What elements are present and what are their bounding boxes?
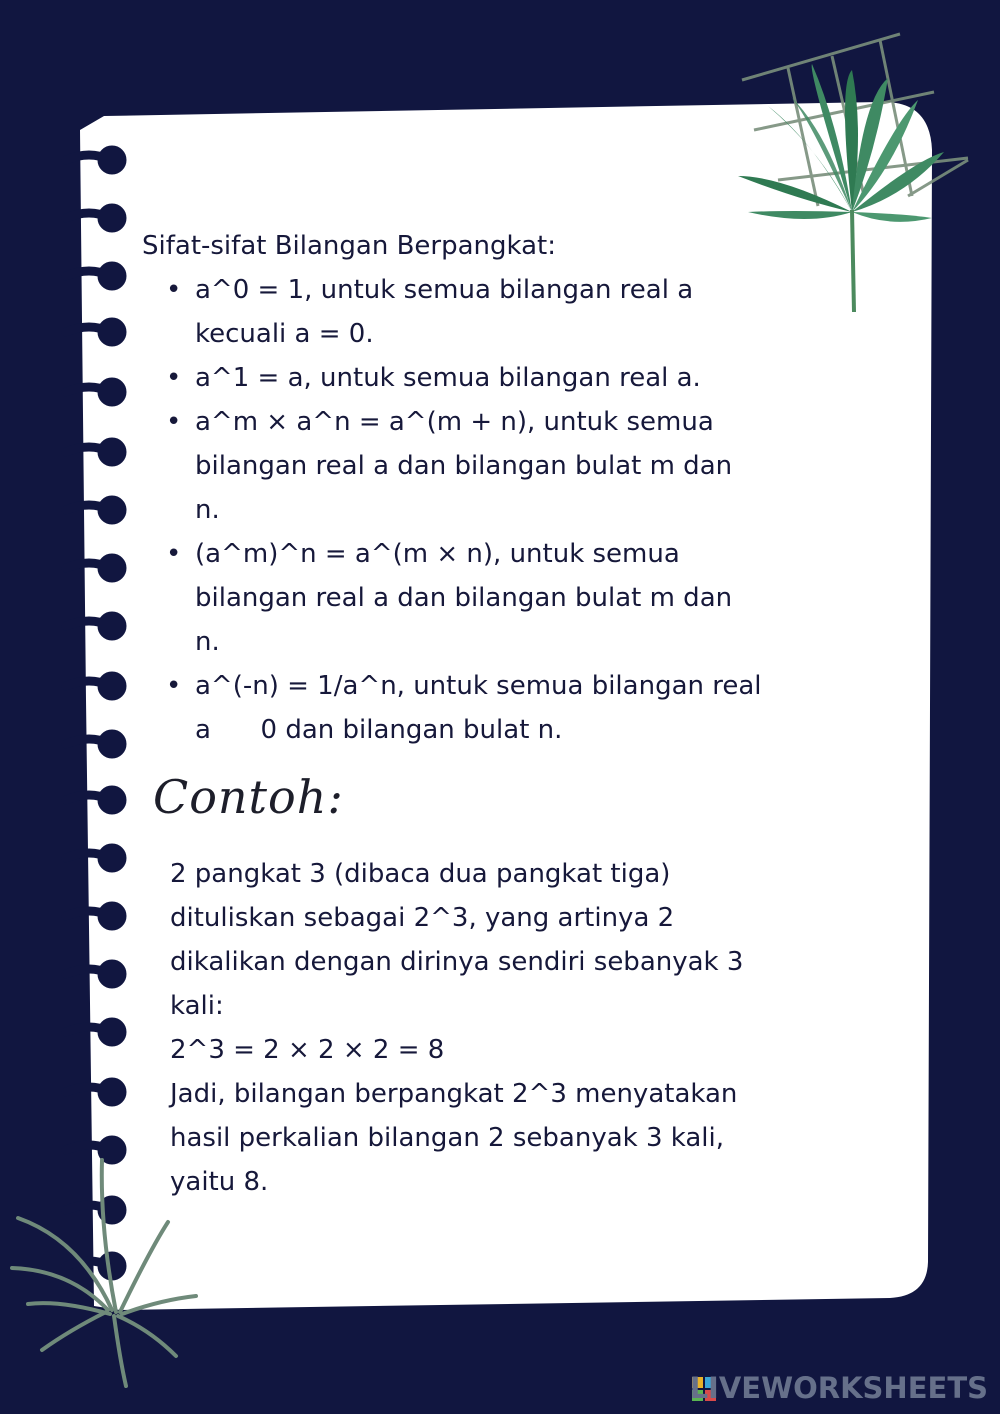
bullet-icon: • (166, 363, 182, 393)
example-text (170, 852, 790, 1204)
bullet-icon: • (166, 407, 182, 437)
rule-line: kecuali a = 0. (195, 319, 374, 349)
list-item (160, 400, 800, 532)
rule-line: bilangan real a dan bilangan bulat m dan (195, 451, 733, 481)
bullet-icon: • (166, 671, 182, 701)
rule-line: n. (195, 495, 220, 525)
rule-line: (a^m)^n = a^(m × n), untuk semua (195, 539, 680, 569)
example-line: kali: (170, 991, 224, 1021)
rule-line: bilangan real a dan bilangan bulat m dan (195, 583, 733, 613)
list-item (160, 356, 800, 400)
list-item (160, 268, 800, 356)
rules-list (160, 268, 800, 752)
rules-heading: Sifat-sifat Bilangan Berpangkat: (142, 231, 557, 261)
bullet-icon: • (166, 539, 182, 569)
bullet-icon: • (166, 275, 182, 305)
brand-watermark[interactable]: LIVEWORKSHEETS (689, 1371, 988, 1405)
example-line: yaitu 8. (170, 1167, 269, 1197)
rule-line: a^1 = a, untuk semua bilangan real a. (195, 363, 701, 393)
list-item (160, 664, 800, 752)
rule-line: a^m × a^n = a^(m + n), untuk semua (195, 407, 714, 437)
rule-line: a^0 = 1, untuk semua bilangan real a (195, 275, 694, 305)
rule-line: a 0 dan bilangan bulat n. (195, 715, 563, 745)
example-line: Jadi, bilangan berpangkat 2^3 menyatakan (170, 1079, 738, 1109)
example-line: hasil perkalian bilangan 2 sebanyak 3 kali, (170, 1123, 725, 1153)
example-line: 2^3 = 2 × 2 × 2 = 8 (170, 1035, 445, 1065)
example-line: dikalikan dengan dirinya sendiri sebanyak 3 (170, 947, 744, 977)
example-line: 2 pangkat 3 (dibaca dua pangkat tiga) (170, 859, 671, 889)
rule-line: n. (195, 627, 220, 657)
rule-line: a^(-n) = 1/a^n, untuk semua bilangan real (195, 671, 762, 701)
list-item (160, 532, 800, 664)
example-title: Contoh: (153, 770, 344, 824)
example-line: dituliskan sebagai 2^3, yang artinya 2 (170, 903, 675, 933)
